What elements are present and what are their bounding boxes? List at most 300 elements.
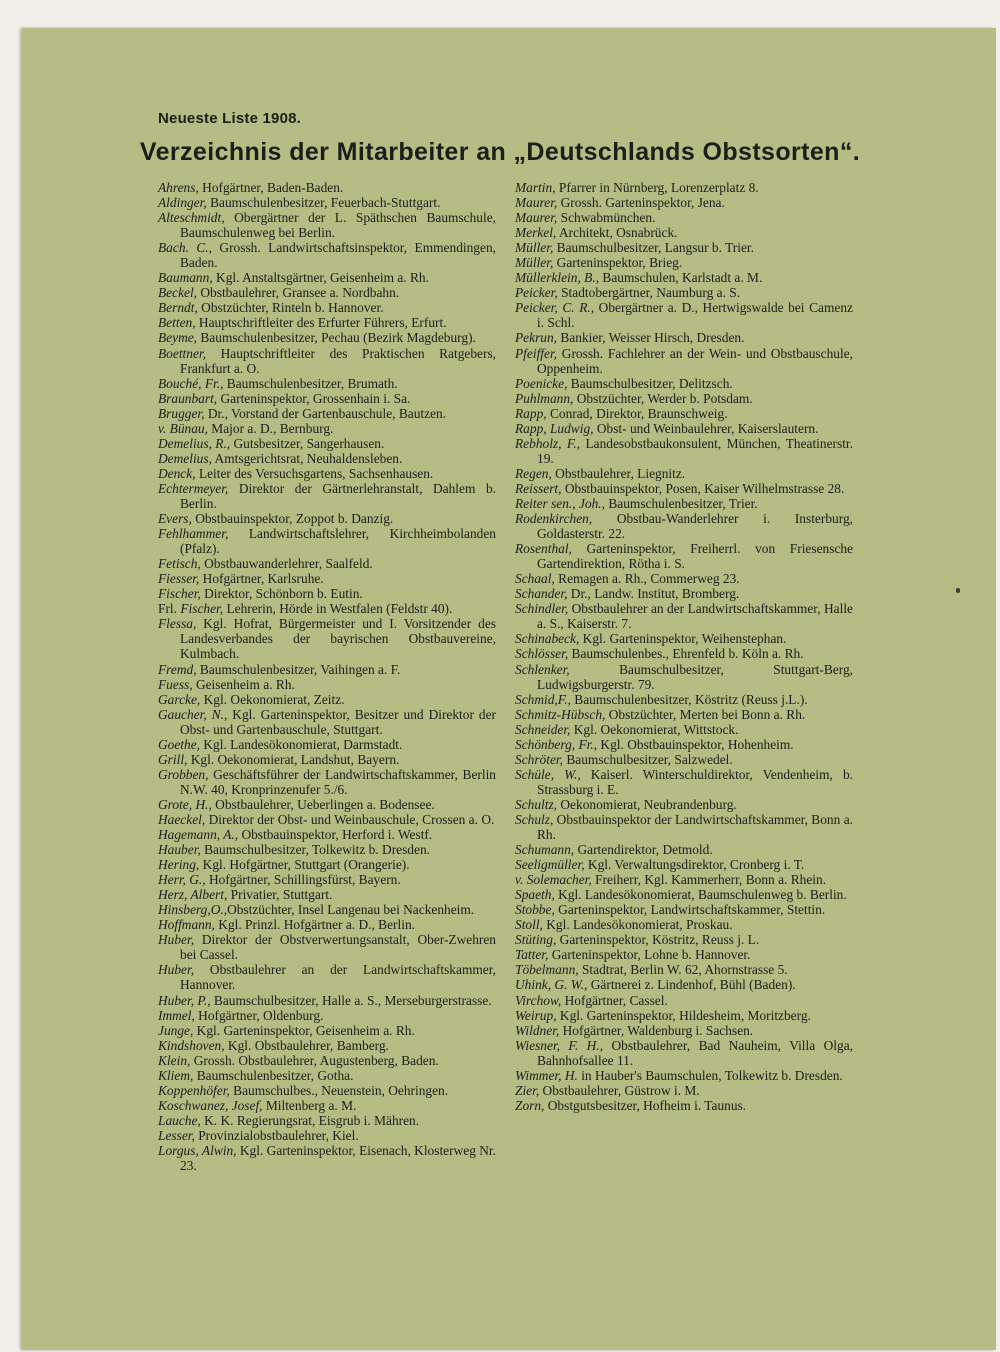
- contributor-name: Tatter,: [515, 947, 549, 963]
- contributor-entry: [158, 872, 496, 887]
- contributor-name: Hoffmann,: [158, 917, 215, 933]
- contributor-details: Kgl. Garteninspektor, Weihenstephan.: [579, 631, 787, 647]
- contributor-name: Beckel,: [158, 285, 198, 301]
- contributor-name: v. Solemacher,: [515, 872, 592, 888]
- contributor-entry: [515, 406, 853, 421]
- contributor-entry: [515, 225, 853, 240]
- contributor-name: Huber,: [158, 962, 195, 978]
- contributor-name: Baumann,: [158, 270, 213, 286]
- contributor-details: Kaiserl. Winterschuldirektor, Vendenheim, b. Strassburg i. E.: [537, 766, 853, 797]
- contributor-entry: [515, 255, 853, 270]
- contributor-entry: [158, 1098, 496, 1113]
- contributor-details: Landwirtschaftslehrer, Kirchheimbolanden (Pfalz).: [180, 526, 496, 557]
- contributor-entry: [158, 240, 496, 270]
- contributor-entry: [158, 662, 496, 677]
- contributor-name: Immel,: [158, 1007, 195, 1023]
- contributor-details: K. K. Regierungsrat, Eisgrub i. Mähren.: [200, 1112, 420, 1128]
- contributor-entry: [158, 1008, 496, 1023]
- contributor-name: Regen,: [515, 465, 552, 481]
- contributor-name: Hauber,: [158, 842, 201, 858]
- contributor-details: Obstzüchter, Merten bei Bonn a. Rh.: [605, 706, 806, 722]
- contributor-entry: [515, 1098, 853, 1113]
- contributor-name: Herr, G.,: [158, 872, 206, 888]
- contributor-details: Remagen a. Rh., Commerweg 23.: [554, 571, 740, 587]
- contributor-name: Stobbe,: [515, 902, 555, 918]
- contributor-name: Schmid,F.,: [515, 691, 571, 707]
- contributor-entry: [515, 466, 853, 481]
- contributor-name: Huber,: [158, 932, 195, 948]
- contributor-name: Haeckel,: [158, 811, 206, 827]
- contributor-entry: [158, 406, 496, 421]
- contributor-entry: [158, 511, 496, 526]
- contributor-entry: [515, 767, 853, 797]
- contributor-name: Klein,: [158, 1052, 191, 1068]
- contributor-entry: [515, 571, 853, 586]
- contributor-details: Kgl. Oekonomierat, Zeitz.: [200, 691, 345, 707]
- contributor-details: Garteninspektor, Landwirtschaftskammer, Stettin.: [554, 902, 826, 918]
- contributor-details: Obstgutsbesitzer, Hofheim i. Taunus.: [544, 1097, 747, 1113]
- contributor-entry: [158, 797, 496, 812]
- contributor-details: Obstbauinspektor, Herford i. Westf.: [238, 827, 433, 843]
- contributor-entry: [158, 391, 496, 406]
- contributor-details: Geisenheim a. Rh.: [192, 676, 295, 692]
- contributor-name: Peicker, C. R.,: [515, 300, 595, 316]
- contributor-name: Müller,: [515, 255, 554, 271]
- contributor-name: Braunbart,: [158, 390, 218, 406]
- contributor-name: Weirup,: [515, 1007, 557, 1023]
- contributor-details: Kgl. Garteninspektor, Hildesheim, Moritzberg.: [556, 1007, 811, 1023]
- contributor-details: Direktor der Obstverwertungsanstalt, Ober-Zwehren bei Cassel.: [180, 932, 496, 963]
- contributor-entry: [515, 692, 853, 707]
- contributor-details: Architekt, Osnabrück.: [556, 225, 678, 241]
- contributor-details: Baumschulenbesitzer, Brumath.: [223, 375, 398, 391]
- contributor-name: Schlösser,: [515, 646, 569, 662]
- contributor-details: Stadtrat, Berlin W. 62, Ahornstrasse 5.: [578, 962, 788, 978]
- contributor-details: Hofgärtner, Baden-Baden.: [198, 180, 344, 195]
- contributor-details: Garteninspektor, Lohne b. Hannover.: [548, 947, 751, 963]
- contributor-details: Provinzialobstbaulehrer, Kiel.: [194, 1127, 359, 1143]
- contributor-name: Gaucher, N.,: [158, 706, 228, 722]
- contributor-name: Maurer,: [515, 195, 558, 211]
- contributor-details: Lehrerin, Hörde in Westfalen (Feldstr 40).: [223, 601, 453, 617]
- contributor-details: Kgl. Obstbaulehrer, Bamberg.: [224, 1037, 389, 1053]
- contributor-name: Demelius, R.,: [158, 435, 231, 451]
- page-title: Verzeichnis der Mitarbeiter an „Deutschlands Obstsorten“.: [139, 138, 861, 166]
- contributor-details: Grossh. Fachlehrer an der Wein- und Obstbauschule, Oppenheim.: [537, 345, 853, 376]
- contributor-name: Fischer,: [158, 586, 201, 602]
- left-column: [158, 180, 496, 1173]
- contributor-details: Hauptschriftleiter des Erfurter Führers, Erfurt.: [195, 315, 447, 331]
- contributor-details: Gärtnerei z. Lindenhof, Bühl (Baden).: [587, 977, 796, 993]
- contributor-entry: [515, 436, 853, 466]
- contributor-name: Fischer,: [180, 601, 224, 617]
- contributor-entry: [158, 707, 496, 737]
- contributor-details: Kgl. Anstaltsgärtner, Geisenheim a. Rh.: [212, 270, 429, 286]
- contributor-details: Obstbaulehrer, Ueberlingen a. Bodensee.: [211, 796, 435, 812]
- contributor-entry: [515, 391, 853, 406]
- contributor-name: Schneider,: [515, 721, 571, 737]
- contributor-name: Reiter sen., Joh.,: [515, 495, 605, 511]
- contributor-details: Gartendirektor, Detmold.: [574, 842, 713, 858]
- contributor-entry: [515, 481, 853, 496]
- contributor-details: Miltenberg a. M.: [262, 1097, 357, 1113]
- contributor-entry: [158, 436, 496, 451]
- contributor-details: Schwabmünchen.: [557, 210, 656, 226]
- contributor-entry: [158, 692, 496, 707]
- contributor-entry: [158, 1068, 496, 1083]
- contributor-name: Reissert,: [515, 480, 562, 496]
- contributor-name: Goethe,: [158, 736, 201, 752]
- contributor-name: Peicker,: [515, 285, 558, 301]
- contributor-details: Kgl. Oekonomierat, Landshut, Bayern.: [187, 751, 400, 767]
- contributor-details: Garteninspektor, Köstritz, Reuss j. L.: [556, 932, 760, 948]
- contributor-name: Pekrun,: [515, 330, 558, 346]
- contributor-details: Baumschulbes., Neuenstein, Oehringen.: [229, 1082, 449, 1098]
- contributor-details: Landesobstbaukonsulent, München, Theatinerstr. 19.: [537, 435, 853, 466]
- contributor-entry: [515, 707, 853, 722]
- contributor-entry: [515, 270, 853, 285]
- contributor-details: Kgl. Garteninspektor, Besitzer und Direktor der Obst- und Gartenbauschule, Stuttgart.: [180, 706, 496, 737]
- contributor-name: Schaal,: [515, 571, 555, 587]
- contributor-details: Obstbaulehrer, Liegnitz.: [551, 465, 686, 481]
- contributor-name: Uhink, G. W.,: [515, 977, 588, 993]
- contributor-name: Schumann,: [515, 842, 575, 858]
- contributor-details: Kgl. Landesökonomierat, Proskau.: [542, 917, 733, 933]
- contributor-name: Denck,: [158, 465, 196, 481]
- contributor-entry: [515, 586, 853, 601]
- contributor-name: Koppenhöfer,: [158, 1082, 230, 1098]
- margin-mark: [956, 588, 960, 593]
- contributor-entry: [515, 872, 853, 887]
- contributor-name: Hinsberg,O.,: [158, 902, 228, 918]
- contributor-details: Hofgärtner, Oldenburg.: [194, 1007, 324, 1023]
- contributor-entry: [515, 180, 853, 195]
- contributor-entry: [515, 1008, 853, 1023]
- contributor-name: Echtermeyer,: [158, 480, 229, 496]
- contributor-name: Virchow,: [515, 992, 562, 1008]
- contributor-name: Merkel,: [515, 225, 557, 241]
- contributor-details: Hofgärtner, Karlsruhe.: [199, 571, 324, 587]
- contributor-name: Rapp,: [515, 405, 547, 421]
- contributor-entry: [158, 1083, 496, 1098]
- contributor-name: Schlenker,: [515, 661, 570, 677]
- contributor-details: Grossh. Garteninspektor, Jena.: [557, 195, 725, 211]
- contributor-details: Obst- und Weinbaulehrer, Kaiserslautern.: [593, 420, 819, 436]
- contributor-name: Grill,: [158, 751, 188, 767]
- contributor-entry: [158, 421, 496, 436]
- contributor-name: Fremd,: [158, 661, 197, 677]
- contributor-entry: [158, 376, 496, 391]
- contributor-name: Seeligmüller,: [515, 857, 585, 873]
- contributor-name: Flessa,: [158, 616, 197, 632]
- contributor-details: Baumschulenbesitzer, Vaihingen a. F.: [196, 661, 401, 677]
- contributor-entry: [158, 767, 496, 797]
- contributor-entry: [515, 962, 853, 977]
- contributor-details: Direktor der Obst- und Weinbauschule, Crossen a. O.: [205, 811, 495, 827]
- contributor-details: Obstbauinspektor, Zoppot b. Danzig.: [191, 511, 394, 527]
- contributor-name: Rodenkirchen,: [515, 511, 593, 527]
- contributor-entry: [515, 376, 853, 391]
- contributor-entry: [515, 285, 853, 300]
- contributor-entry: [515, 752, 853, 767]
- contributor-entry: [515, 887, 853, 902]
- contributor-details: Oekonomierat, Neubrandenburg.: [557, 796, 737, 812]
- contributor-details: Geschäftsführer der Landwirtschaftskammer, Berlin N.W. 40, Kronprinzenufer 5./6.: [180, 766, 496, 797]
- contributor-entry: [158, 315, 496, 330]
- contributor-name: Schröter,: [515, 751, 563, 767]
- contributor-details: Kgl. Hofrat, Bürgermeister und I. Vorsitzender des Landesverbandes der bayrischen Obstbauvereine, Kulmbach.: [180, 616, 496, 662]
- contributor-entry: [515, 797, 853, 812]
- contributor-details: Frl.: [158, 601, 181, 617]
- contributor-entry: [515, 1023, 853, 1038]
- contributor-details: Stadtobergärtner, Naumburg a. S.: [557, 285, 741, 301]
- contributor-name: Rebholz, F.,: [515, 435, 581, 451]
- contributor-details: Baumschulbesitzer, Stuttgart-Berg, Ludwigsburgerstr. 79.: [537, 661, 853, 692]
- contributor-details: Obergärtner a. D., Hertwigswalde bei Camenz i. Schl.: [537, 300, 853, 331]
- contributor-entry: [158, 752, 496, 767]
- contributor-entry: [515, 195, 853, 210]
- contributor-name: Töbelmann,: [515, 962, 579, 978]
- contributor-name: Schultz,: [515, 796, 558, 812]
- contributor-name: Alteschmidt,: [158, 210, 225, 226]
- contributor-name: Wiesner, F. H.,: [515, 1037, 604, 1053]
- contributor-entry: [515, 1083, 853, 1098]
- contributor-entry: [158, 451, 496, 466]
- contributor-name: Hagemann, A.,: [158, 827, 239, 843]
- contributor-details: Kgl. Landesökonomierat, Darmstadt.: [200, 736, 403, 752]
- contributor-entry: [515, 541, 853, 571]
- contributor-entry: [515, 496, 853, 511]
- contributor-name: Schander,: [515, 586, 568, 602]
- contributor-entry: [515, 300, 853, 330]
- contributor-entry: [515, 932, 853, 947]
- contributor-entry: [158, 827, 496, 842]
- contributor-entry: [158, 556, 496, 571]
- contributor-entry: [158, 1128, 496, 1143]
- contributor-entry: [158, 270, 496, 285]
- contributor-details: Baumschulenbesitzer, Köstritz (Reuss j.L.).: [570, 691, 808, 707]
- contributor-name: Schmitz-Hübsch,: [515, 706, 606, 722]
- contributor-name: Kindshoven,: [158, 1037, 225, 1053]
- contributor-name: Berndt,: [158, 300, 198, 316]
- contributor-name: Fiesser,: [158, 571, 200, 587]
- contributor-details: Gutsbesitzer, Sangerhausen.: [230, 435, 385, 451]
- contributor-name: Stoll,: [515, 917, 543, 933]
- contributor-name: Lorgus, Alwin,: [158, 1143, 237, 1158]
- contributor-details: Dr., Vorstand der Gartenbauschule, Bautzen.: [204, 405, 447, 421]
- contributor-entry: [158, 1053, 496, 1068]
- contributor-details: Conrad, Direktor, Braunschweig.: [546, 405, 728, 421]
- contributor-details: Leiter des Versuchsgartens, Sachsenhausen.: [195, 465, 434, 481]
- contributor-entry: [158, 330, 496, 345]
- contributor-entry: [158, 195, 496, 210]
- contributor-name: Puhlmann,: [515, 390, 574, 406]
- contributor-name: Schindler,: [515, 601, 569, 617]
- contributor-entry: [515, 662, 853, 692]
- contributor-details: Baumschulenbesitzer, Gotha.: [193, 1067, 354, 1083]
- contributor-name: Maurer,: [515, 210, 558, 226]
- contributor-details: Obstbaulehrer an der Landwirtschaftskammer, Halle a. S., Kaiserstr. 7.: [537, 601, 853, 632]
- contributor-entry: [158, 210, 496, 240]
- contributor-name: Evers,: [158, 511, 192, 527]
- contributor-entry: [158, 616, 496, 661]
- contributor-entry: [158, 481, 496, 511]
- contributor-entry: [158, 887, 496, 902]
- contributor-entry: [158, 917, 496, 932]
- contributor-details: Obstbaulehrer, Gransee a. Nordbahn.: [197, 285, 400, 301]
- contributor-entry: [515, 737, 853, 752]
- contributor-details: Obstbauinspektor, Posen, Kaiser Wilhelmstrasse 28.: [561, 480, 845, 496]
- contributor-name: Wimmer, H.: [515, 1067, 578, 1083]
- contributor-name: Schüle, W.,: [515, 766, 581, 782]
- contributor-details: Obergärtner der L. Späthschen Baumschule, Baumschulenweg bei Berlin.: [180, 210, 496, 241]
- contributor-name: Spaeth,: [515, 887, 555, 903]
- contributor-entry: [158, 842, 496, 857]
- contributor-details: Obstzüchter, Insel Langenau bei Nackenheim.: [227, 902, 475, 918]
- contributor-entry: [515, 812, 853, 842]
- contributor-details: Obstzüchter, Rinteln b. Hannover.: [197, 300, 384, 316]
- contributor-entry: [515, 421, 853, 436]
- right-column: [515, 180, 853, 1113]
- contributor-details: Bankier, Weisser Hirsch, Dresden.: [557, 330, 745, 346]
- contributor-details: Hofgärtner, Schillingsfürst, Bayern.: [205, 872, 401, 888]
- contributor-name: Demelius,: [158, 450, 212, 466]
- contributor-details: Obstbaulehrer, Güstrow i. M.: [539, 1082, 700, 1098]
- contributor-name: Müllerklein, B.,: [515, 270, 600, 286]
- contributor-entry: [515, 722, 853, 737]
- contributor-name: Brugger,: [158, 405, 205, 421]
- contributor-entry: [158, 586, 496, 601]
- contributor-name: Rapp, Ludwig,: [515, 420, 594, 436]
- contributor-details: Baumschulbesitzer, Salzwedel.: [562, 751, 733, 767]
- contributor-details: Kgl. Obstbauinspektor, Hohenheim.: [597, 736, 794, 752]
- contributor-details: Obstbauwanderlehrer, Saalfeld.: [200, 556, 373, 572]
- contributor-name: Aldinger,: [158, 195, 207, 211]
- contributor-name: Grobben,: [158, 766, 209, 782]
- contributor-entry: [158, 1113, 496, 1128]
- contributor-entry: [158, 993, 496, 1008]
- contributor-entry: [158, 677, 496, 692]
- contributor-details: Pfarrer in Nürnberg, Lorenzerplatz 8.: [555, 180, 759, 195]
- contributor-details: Garteninspektor, Grossenhain i. Sa.: [217, 390, 411, 406]
- contributor-name: Betten,: [158, 315, 196, 331]
- contributor-name: Herz, Albert,: [158, 887, 228, 903]
- contributor-details: Kgl. Prinzl. Hofgärtner a. D., Berlin.: [214, 917, 415, 933]
- contributor-entry: [515, 947, 853, 962]
- contributor-name: Junge,: [158, 1022, 194, 1038]
- contributor-details: Major a. D., Bernburg.: [207, 420, 334, 436]
- contributor-name: Stüting,: [515, 932, 557, 948]
- contributor-entry: [515, 210, 853, 225]
- contributor-entry: [515, 646, 853, 661]
- contributor-details: Obstbaulehrer an der Landwirtschaftskammer, Hannover.: [180, 962, 496, 993]
- contributor-entry: [158, 300, 496, 315]
- contributor-entry: [158, 571, 496, 586]
- contributor-entry: [158, 857, 496, 872]
- contributor-name: Huber, P.,: [158, 992, 211, 1008]
- contributor-details: Baumschulenbes., Ehrenfeld b. Köln a. Rh.: [568, 646, 804, 662]
- contributor-details: Baumschulenbesitzer, Pechau (Bezirk Magdeburg).: [197, 330, 476, 346]
- contributor-entry: [158, 285, 496, 300]
- contributor-details: Garteninspektor, Freiherrl. von Friesensche Gartendirektion, Rötha i. S.: [537, 541, 853, 572]
- contributor-name: Bouché, Fr.,: [158, 375, 224, 391]
- contributor-name: Bach. C.,: [158, 240, 212, 256]
- contributor-name: Lauche,: [158, 1112, 201, 1128]
- contributor-entry: [158, 601, 496, 616]
- contributor-entry: [158, 902, 496, 917]
- contributor-details: Baumschulbesitzer, Tolkewitz b. Dresden.: [200, 842, 430, 858]
- contributor-name: v. Bünau,: [158, 420, 208, 436]
- contributor-details: Obstbaulehrer, Bad Nauheim, Villa Olga, Bahnhofsallee 11.: [537, 1037, 853, 1068]
- contributor-name: Poenicke,: [515, 375, 568, 391]
- contributor-entry: [515, 857, 853, 872]
- contributor-name: Boettner,: [158, 345, 206, 361]
- contributor-entry: [158, 466, 496, 481]
- contributor-name: Martin,: [515, 180, 556, 195]
- contributor-details: Amtsgerichtsrat, Neuhaldensleben.: [211, 450, 403, 466]
- contributor-entry: [515, 917, 853, 932]
- contributor-details: Privatier, Stuttgart.: [227, 887, 333, 903]
- contributor-entry: [515, 902, 853, 917]
- contributor-entry: [515, 993, 853, 1008]
- contributor-entry: [515, 1068, 853, 1083]
- contributor-entry: [158, 180, 496, 195]
- contributor-name: Fehlhammer,: [158, 526, 229, 542]
- contributor-details: Grossh. Obstbaulehrer, Augustenberg, Baden.: [190, 1052, 439, 1068]
- contributor-entry: [515, 1038, 853, 1068]
- contributor-details: Freiherr, Kgl. Kammerherr, Bonn a. Rhein.: [591, 872, 827, 888]
- list-date-heading: Neueste Liste 1908.: [158, 110, 302, 127]
- contributor-entry: [158, 346, 496, 376]
- contributor-name: Schulz,: [515, 811, 554, 827]
- contributor-entry: [515, 601, 853, 631]
- contributor-entry: [515, 842, 853, 857]
- contributor-entry: [515, 330, 853, 345]
- contributor-details: Baumschulbesitzer, Halle a. S., Merseburgerstrasse.: [210, 992, 492, 1008]
- contributor-entry: [515, 240, 853, 255]
- contributor-details: in Hauber's Baumschulen, Tolkewitz b. Dresden.: [577, 1067, 843, 1083]
- contributor-details: Direktor der Gärtnerlehranstalt, Dahlem b. Berlin.: [180, 480, 496, 511]
- contributor-entry: [515, 977, 853, 992]
- contributor-details: Baumschulen, Karlstadt a. M.: [599, 270, 763, 286]
- contributor-name: Zier,: [515, 1082, 540, 1098]
- contributor-details: Obstzüchter, Werder b. Potsdam.: [573, 390, 753, 406]
- contributor-details: Hofgärtner, Cassel.: [561, 992, 668, 1008]
- contributor-entry: [515, 346, 853, 376]
- contributor-details: Kgl. Hofgärtner, Stuttgart (Orangerie).: [199, 857, 410, 873]
- contributor-name: Beyme,: [158, 330, 198, 346]
- contributor-details: Kgl. Verwaltungsdirektor, Cronberg i. T.: [584, 857, 805, 873]
- contributor-entry: [158, 737, 496, 752]
- contributor-name: Garcke,: [158, 691, 201, 707]
- contributor-details: Baumschulbesitzer, Delitzsch.: [567, 375, 733, 391]
- contributor-details: Baumschulenbesitzer, Trier.: [605, 495, 758, 511]
- contributor-details: Kgl. Landesökonomierat, Baumschulenweg b. Berlin.: [554, 887, 847, 903]
- contributor-name: Fuess,: [158, 676, 193, 692]
- contributor-name: Pfeiffer,: [515, 345, 558, 361]
- contributor-name: Kliem,: [158, 1067, 194, 1083]
- contributor-name: Koschwanez, Josef,: [158, 1097, 263, 1113]
- contributor-details: Obstbau-Wanderlehrer i. Insterburg, Goldasterstr. 22.: [537, 511, 853, 542]
- contributor-name: Zorn,: [515, 1097, 545, 1113]
- contributor-entry: [158, 812, 496, 827]
- contributor-name: Schinabeck,: [515, 631, 580, 647]
- contributor-entry: [158, 932, 496, 962]
- contributor-details: Direktor, Schönborn b. Eutin.: [200, 586, 363, 602]
- contributor-name: Rosenthal,: [515, 541, 572, 557]
- contributor-details: Grossh. Landwirtschaftsinspektor, Emmendingen, Baden.: [180, 240, 496, 271]
- contributor-entry: [515, 511, 853, 541]
